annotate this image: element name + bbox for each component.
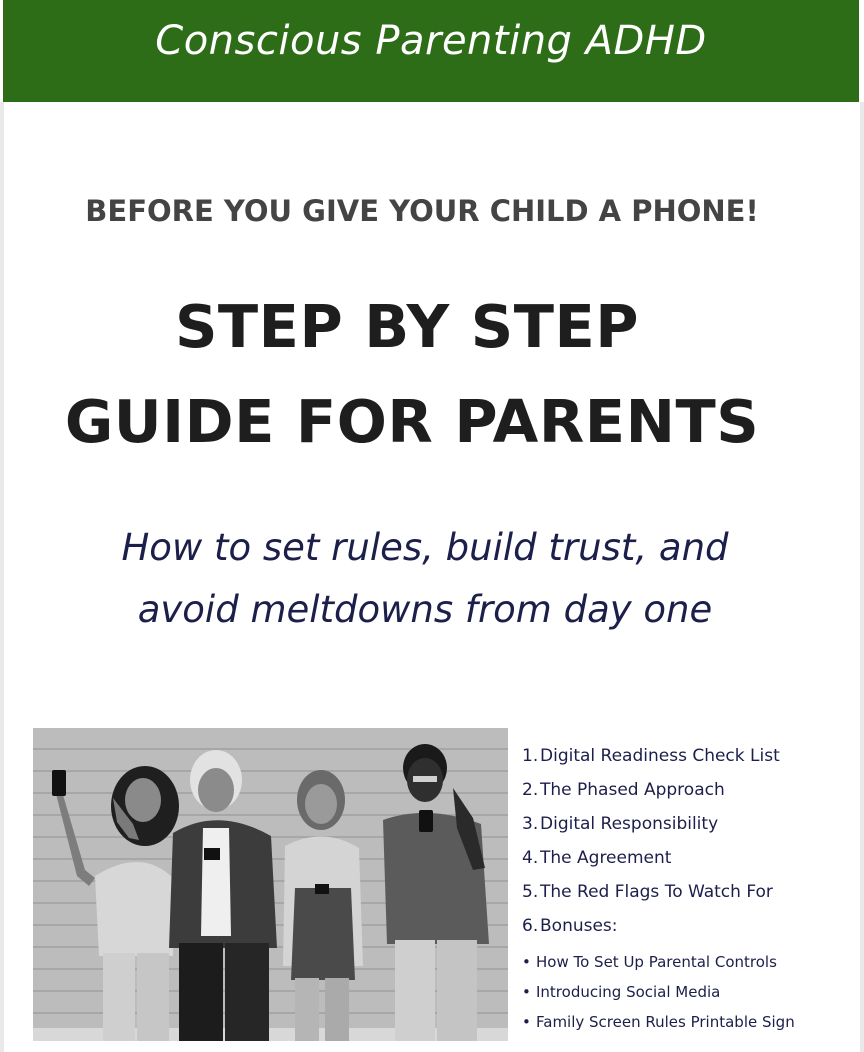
bonus-list-item [522,947,858,977]
bonus-list-item [522,977,858,1007]
headline-line-2: GUIDE FOR PARENTS [64,387,760,456]
item-number: 4. [522,848,539,868]
item-number: 6. [522,916,539,936]
list-item [522,777,858,811]
brand-title: Conscious Parenting ADHD [155,18,707,64]
bonus-label: Family Screen Rules Printable Sign [536,1013,795,1031]
item-number: 2. [522,780,539,800]
bullet-icon: • [522,983,531,1001]
bullet-icon: • [522,1013,531,1031]
item-label: Digital Readiness Check List [540,746,780,766]
list-item [522,845,858,879]
item-label: The Red Flags To Watch For [540,882,773,902]
bonus-label: Introducing Social Media [536,983,721,1001]
header-banner [3,0,859,102]
page-edge-right [860,102,864,1052]
list-item [522,913,858,947]
subtitle-line-2: avoid meltdowns from day one [137,588,713,631]
page-edge-left [0,102,4,1052]
contents-list [522,743,858,1037]
list-item [522,743,858,777]
list-item [522,811,858,845]
item-label: The Phased Approach [540,780,725,800]
teens-with-phones-photo [33,728,508,1041]
subtitle-line-1: How to set rules, build trust, and [121,526,729,569]
item-label: The Agreement [540,848,672,868]
item-number: 3. [522,814,539,834]
bonus-label: How To Set Up Parental Controls [536,953,777,971]
item-number: 1. [522,746,539,766]
bullet-icon: • [522,953,531,971]
bonus-list-item [522,1007,858,1037]
headline-line-1: STEP BY STEP [174,292,640,361]
item-number: 5. [522,882,539,902]
item-label: Digital Responsibility [540,814,719,834]
photo-illustration [33,728,508,1041]
item-label: Bonuses: [540,916,618,936]
list-item [522,879,858,913]
kicker-text: BEFORE YOU GIVE YOUR CHILD A PHONE! [85,194,759,228]
